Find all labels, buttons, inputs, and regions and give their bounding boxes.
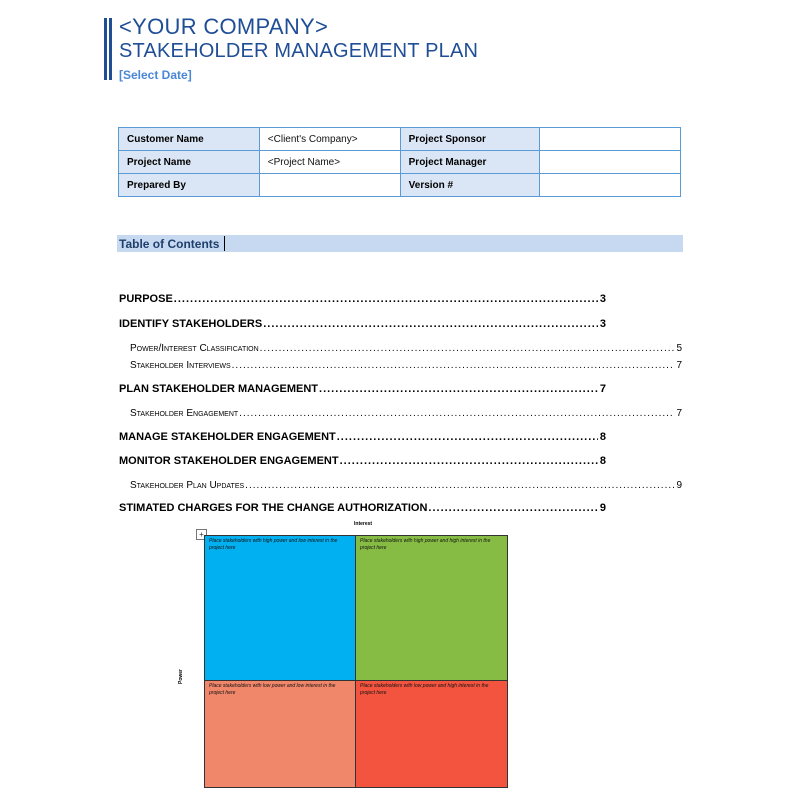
- toc-leader-dots: [174, 293, 598, 305]
- toc-entry-text: IDENTIFY STAKEHOLDERS: [119, 318, 263, 330]
- toc-leader-dots: [239, 408, 674, 419]
- toc-leader-dots: [319, 383, 598, 395]
- table-row: [119, 174, 681, 197]
- toc-leader-dots: [428, 502, 597, 514]
- quadrant-high-power-low-interest[interactable]: [204, 535, 356, 681]
- toc-entry-page: 7: [599, 383, 606, 395]
- version-label: Version #: [400, 174, 540, 197]
- project-info-table: [118, 127, 681, 197]
- toc-leader-dots: [263, 318, 598, 330]
- project-manager-label: Project Manager: [400, 151, 540, 174]
- toc-entry[interactable]: [130, 405, 682, 419]
- version-field[interactable]: [540, 174, 681, 197]
- customer-name-field[interactable]: <Client's Company>: [259, 128, 400, 151]
- toc-entry-text: MONITOR STAKEHOLDER ENGAGEMENT: [119, 455, 339, 467]
- prepared-by-label: Prepared By: [119, 174, 260, 197]
- toc-entry-page: 8: [599, 431, 606, 443]
- toc-entry[interactable]: [119, 500, 606, 514]
- toc-entry-page: 9: [599, 502, 606, 514]
- table-row: [119, 128, 681, 151]
- toc-entry-page: 3: [599, 293, 606, 305]
- header-accent-bar: [109, 18, 112, 80]
- project-name-field[interactable]: <Project Name>: [259, 151, 400, 174]
- toc-entry-page: 7: [676, 408, 682, 419]
- table-move-handle-icon[interactable]: +: [196, 529, 207, 540]
- quadrant-text: Place stakeholders with low power and low interest in the project here: [209, 683, 336, 696]
- toc-entry[interactable]: [119, 453, 606, 467]
- quadrant-low-power-high-interest[interactable]: [355, 680, 508, 788]
- toc-entry-text: Power/Interest Classification: [130, 343, 259, 354]
- interest-axis-label: Interest: [354, 521, 373, 527]
- project-name-label: Project Name: [119, 151, 260, 174]
- toc-entry-text: PURPOSE: [119, 293, 173, 305]
- toc-entry-text: Stakeholder Interviews: [130, 360, 231, 371]
- customer-name-label: Customer Name: [119, 128, 260, 151]
- document-title: STAKEHOLDER MANAGEMENT PLAN: [119, 40, 479, 62]
- toc-leader-dots: [260, 343, 675, 354]
- text-cursor: [224, 236, 225, 251]
- toc-entry[interactable]: [130, 340, 682, 354]
- toc-entry-page: 8: [599, 455, 606, 467]
- date-picker-field[interactable]: [Select Date]: [119, 68, 192, 82]
- prepared-by-field[interactable]: [259, 174, 400, 197]
- table-row: [119, 151, 681, 174]
- toc-leader-dots: [340, 455, 598, 467]
- quadrant-text: Place stakeholders with high power and high interest in the project here: [360, 538, 491, 551]
- power-axis-label: Power: [178, 668, 184, 684]
- project-sponsor-field[interactable]: [540, 128, 681, 151]
- quadrant-high-power-high-interest[interactable]: [355, 535, 508, 681]
- toc-entry[interactable]: [130, 357, 682, 371]
- quadrant-text: Place stakeholders with high power and low interest in the project here: [209, 538, 338, 551]
- toc-entry-text: MANAGE STAKEHOLDER ENGAGEMENT: [119, 431, 336, 443]
- project-manager-field[interactable]: [540, 151, 681, 174]
- quadrant-low-power-low-interest[interactable]: [204, 680, 356, 788]
- company-name[interactable]: <YOUR COMPANY>: [119, 14, 329, 39]
- toc-entry-page: 9: [676, 480, 682, 491]
- toc-leader-dots: [245, 480, 674, 491]
- quadrant-text: Place stakeholders with low power and high interest in the project here: [360, 683, 489, 696]
- toc-entry-text: Stakeholder Plan Updates: [130, 480, 245, 491]
- toc-entry[interactable]: [119, 429, 606, 443]
- toc-leader-dots: [337, 431, 598, 443]
- toc-entry-text: Stakeholder Engagement: [130, 408, 239, 419]
- toc-entry-text: STIMATED CHARGES FOR THE CHANGE AUTHORIZATION: [119, 502, 428, 514]
- header-accent-bars: [104, 18, 112, 80]
- toc-entry[interactable]: [119, 291, 606, 305]
- toc-heading[interactable]: Table of Contents: [119, 237, 220, 251]
- toc-entry[interactable]: [119, 381, 606, 395]
- project-sponsor-label: Project Sponsor: [400, 128, 540, 151]
- toc-entry-page: 7: [676, 360, 682, 371]
- toc-entry-page: 5: [676, 343, 682, 354]
- toc-entry-text: PLAN STAKEHOLDER MANAGEMENT: [119, 383, 319, 395]
- toc-entry[interactable]: [119, 316, 606, 330]
- toc-leader-dots: [232, 360, 675, 371]
- toc-entry[interactable]: [130, 477, 682, 491]
- header-accent-bar: [104, 18, 107, 80]
- toc-entry-page: 3: [599, 318, 606, 330]
